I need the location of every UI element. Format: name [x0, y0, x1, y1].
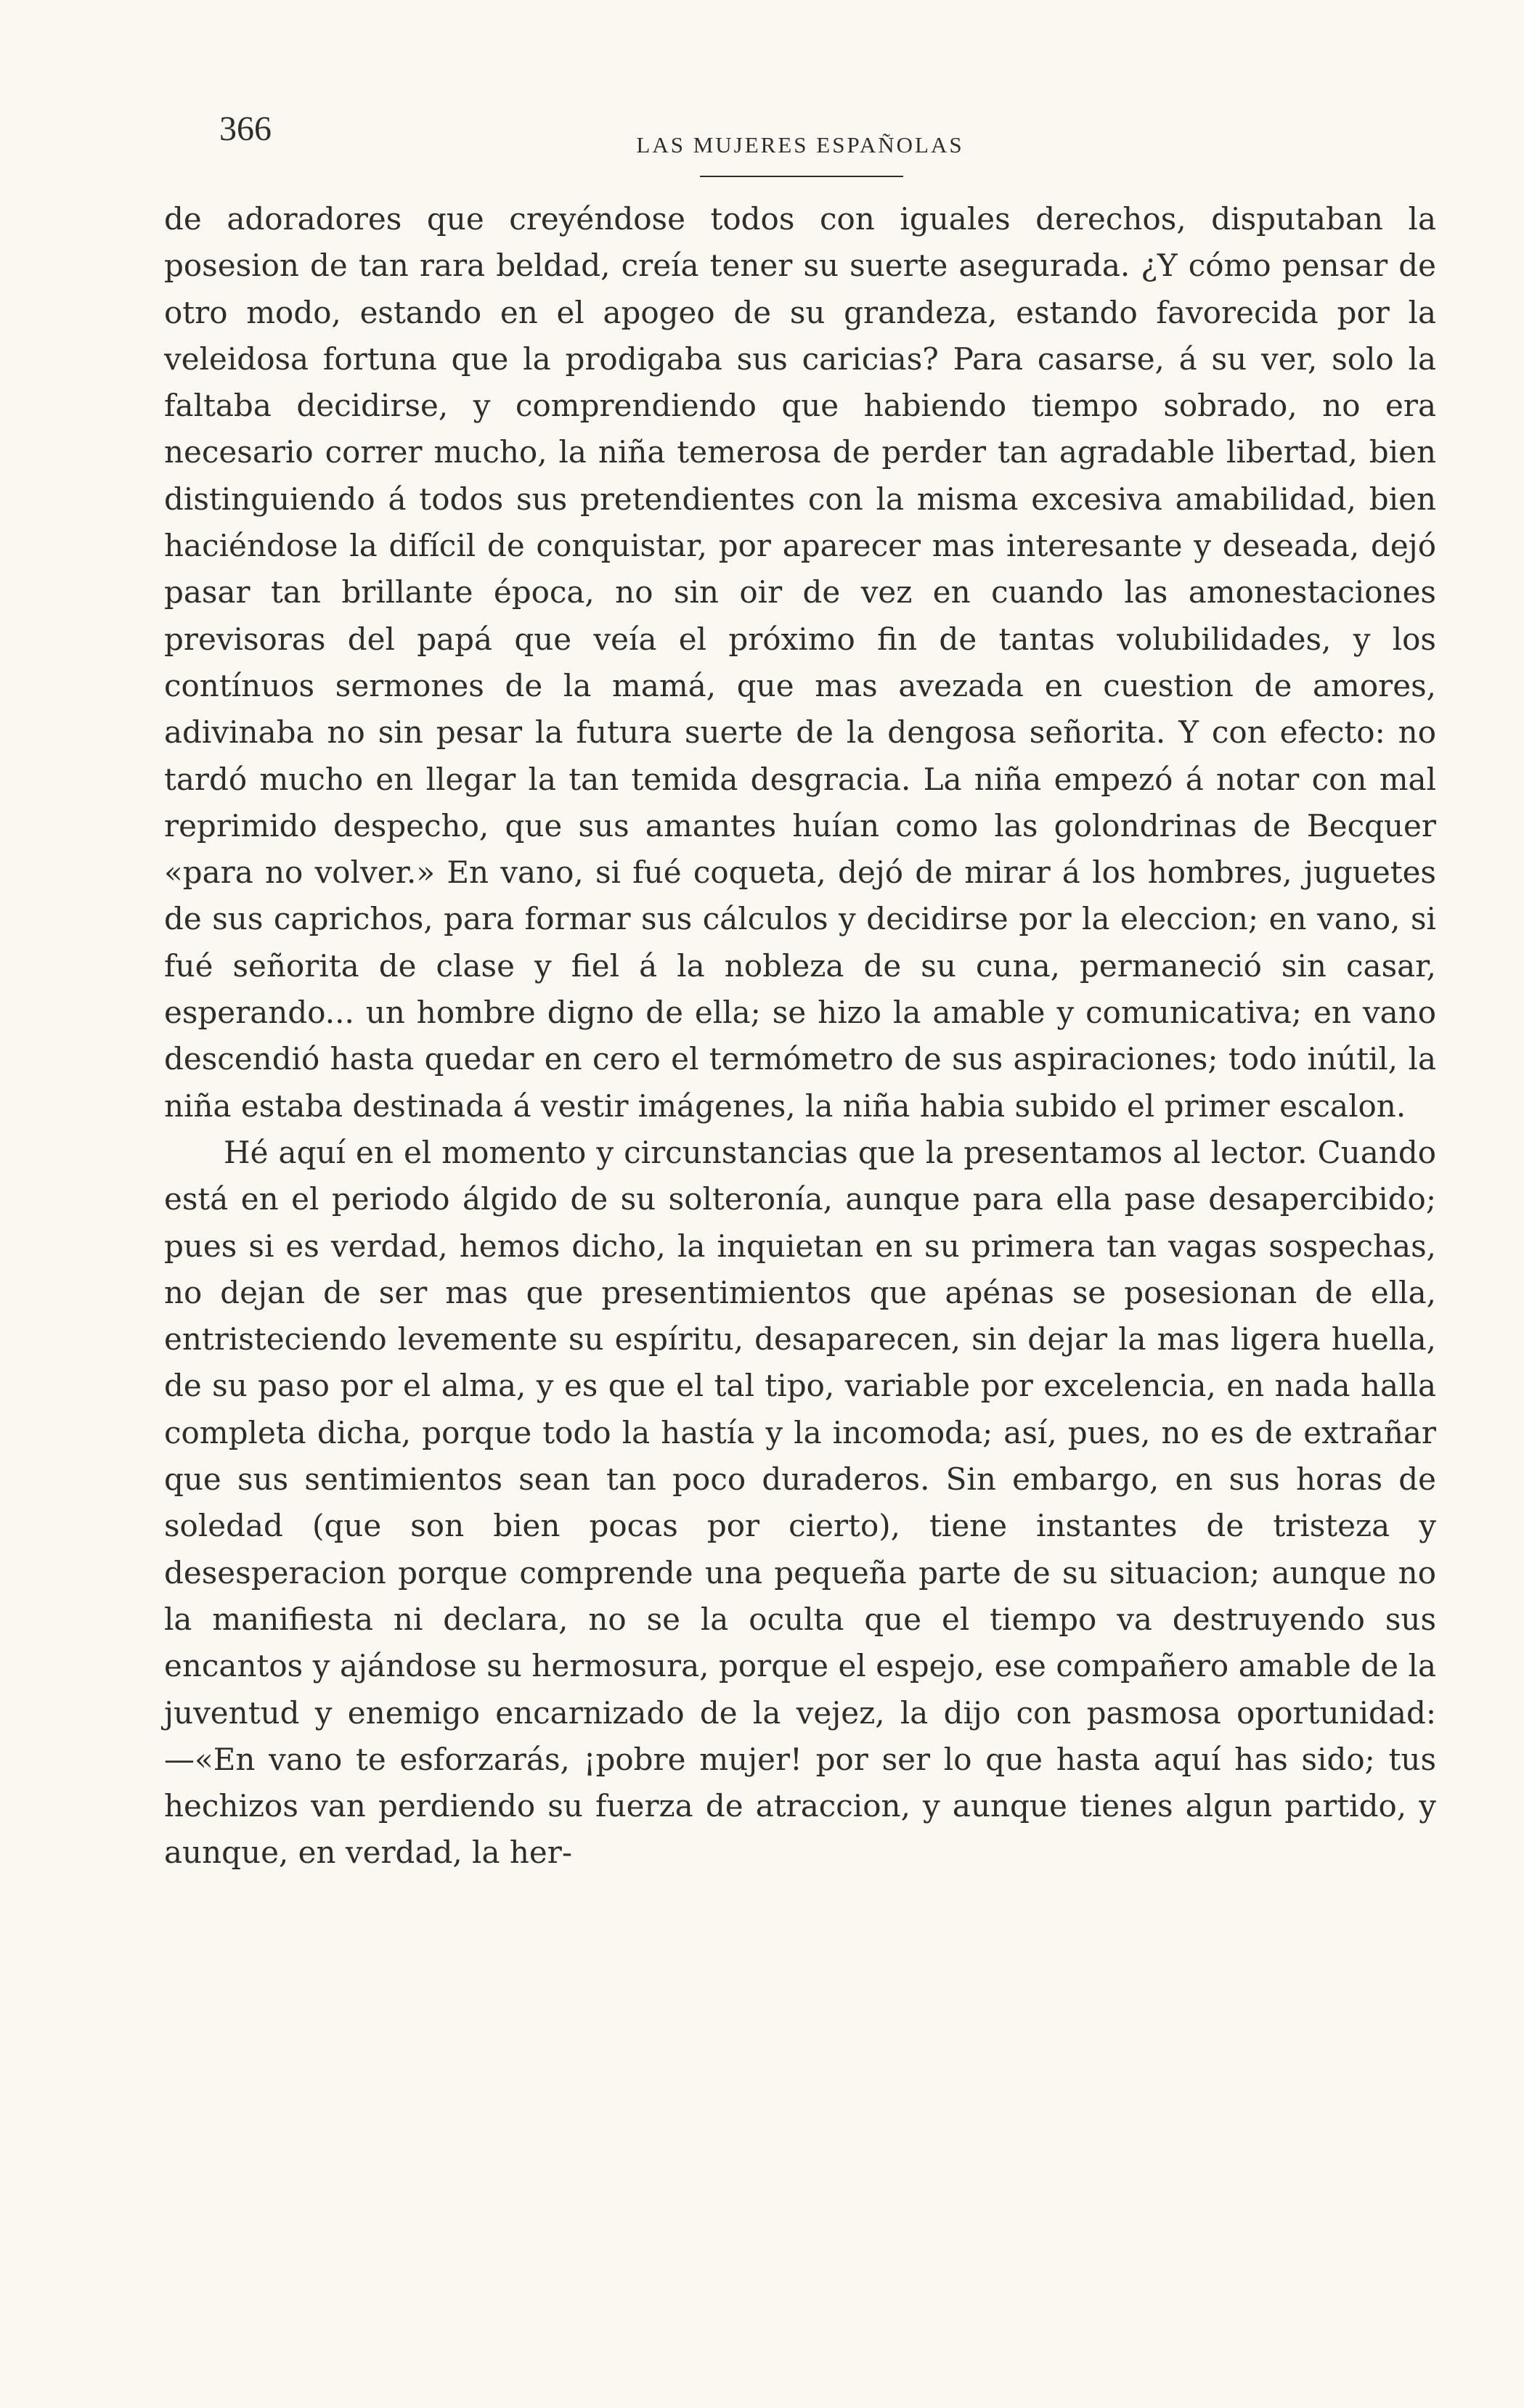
page-header [164, 109, 1436, 167]
paragraph: de adoradores que creyéndose todos con iguales derechos, disputaban la posesion de tan rara beldad, creía tener su suerte asegurada. ¿Y cómo pensar de otro modo, estando en el apogeo de su grandeza, estando favorecida por la veleidosa fortuna que la prodigaba sus caricias? Para casarse, á su ver, solo la faltaba decidirse, y comprendiendo que habiendo tiempo sobrado, no era necesario correr mucho, la niña temerosa de perder tan agradable libertad, bien distinguiendo á todos sus pretendientes con la misma excesiva amabilidad, bien haciéndose la difícil de conquistar, por aparecer mas interesante y deseada, dejó pasar tan brillante época, no sin oir de vez en cuando las amonestaciones previsoras del papá que veía el próximo fin de tantas volubilidades, y los contínuos sermones de la mamá, que mas avezada en cuestion de amores, adivinaba no sin pesar la futura suerte de la dengosa señorita. Y con efecto: no tardó mucho en llegar la tan temida desgracia. La niña empezó á notar con mal reprimido despecho, que sus amantes huían como las golondrinas de Becquer «para no volver.» En vano, si fué coqueta, dejó de mirar á los hombres, juguetes de sus caprichos, para formar sus cálculos y decidirse por la eleccion; en vano, si fué señorita de clase y fiel á la nobleza de su cuna, permaneció sin casar, esperando... un hombre digno de ella; se hizo la amable y comunicativa; en vano descendió hasta quedar en cero el termómetro de sus aspiraciones; todo inútil, la niña estaba destinada á vestir imágenes, la niña habia subido el primer escalon. [164, 201, 1436, 1124]
page-body [164, 196, 1436, 1877]
running-title: LAS MUJERES ESPAÑOLAS [636, 132, 964, 158]
paragraph: Hé aquí en el momento y circunstancias que la presentamos al lector. Cuando está en el periodo álgido de su solteronía, aunque para ella pase desapercibido; pues si es verdad, hemos dicho, la inquietan en su primera tan vagas sospechas, no dejan de ser mas que presentimientos que apénas se posesionan de ella, entristeciendo levemente su espíritu, desaparecen, sin dejar la mas ligera huella, de su paso por el alma, y es que el tal tipo, variable por excelencia, en nada halla completa dicha, porque todo la hastía y la incomoda; así, pues, no es de extrañar que sus sentimientos sean tan poco duraderos. Sin embargo, en sus horas de soledad (que son bien pocas por cierto), tiene instantes de tristeza y desesperacion porque comprende una pequeña parte de su situacion; aunque no la manifiesta ni declara, no se la oculta que el tiempo va destruyendo sus encantos y ajándose su hermosura, porque el espejo, ese compañero amable de la juventud y enemigo encarnizado de la vejez, la dijo con pasmosa oportunidad:—«En vano te esforzarás, ¡pobre mujer! por ser lo que hasta aquí has sido; tus hechizos van perdiendo su fuerza de atraccion, y aunque tienes algun partido, y aunque, en verdad, la her- [164, 1134, 1436, 1871]
header-rule [700, 176, 903, 177]
page-number: 366 [219, 110, 272, 148]
